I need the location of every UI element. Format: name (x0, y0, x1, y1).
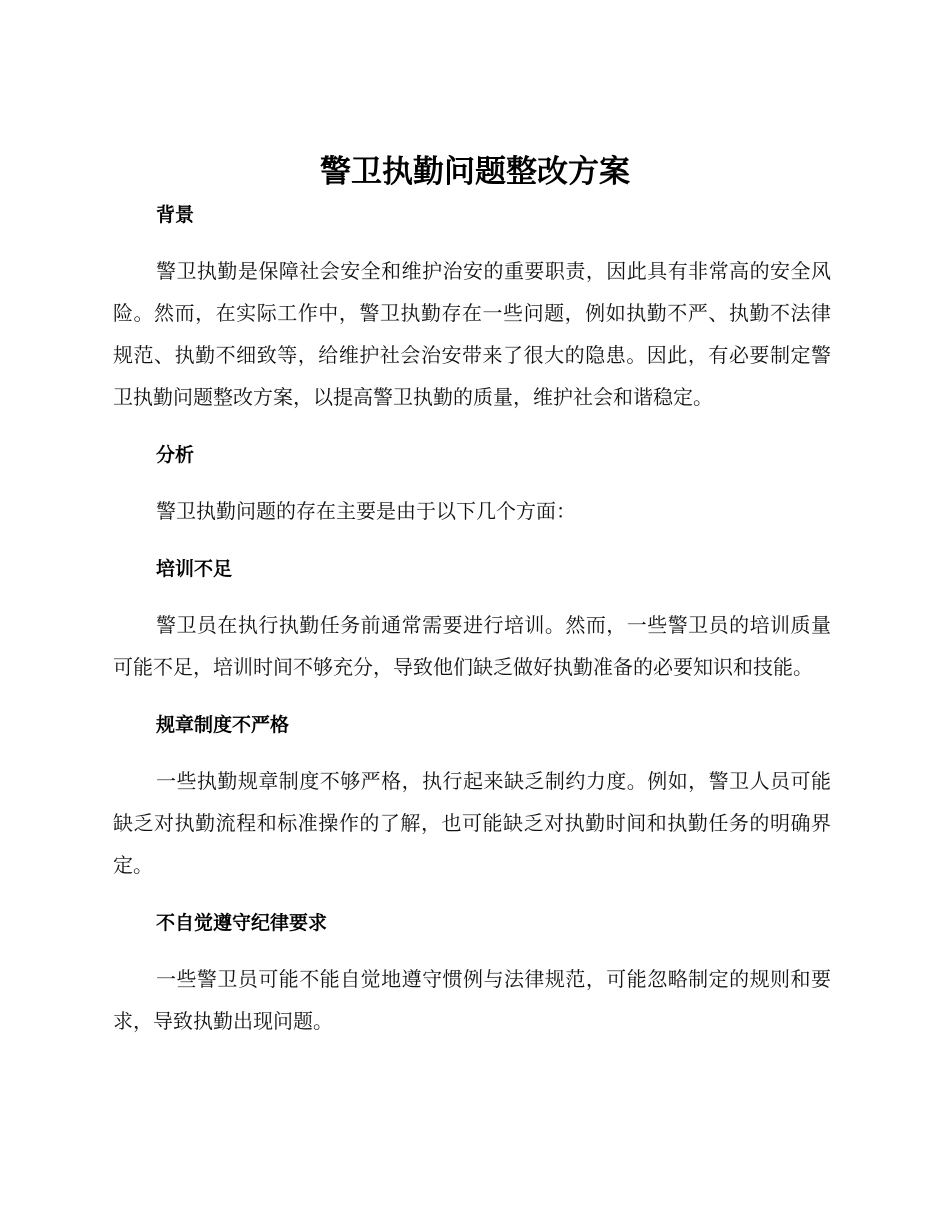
section-insufficient-training (113, 554, 831, 688)
section-heading: 规章制度不严格 (156, 714, 290, 736)
section-heading: 背景 (156, 204, 195, 226)
document-title: 警卫执勤问题整改方案 (320, 154, 630, 190)
section-paragraph: 警卫员在执行执勤任务前通常需要进行培训。然而，一些警卫员的培训质量可能不足，培训时间不够充分，导致他们缺乏做好执勤准备的必要知识和技能。 (113, 613, 831, 679)
section-paragraph: 警卫执勤问题的存在主要是由于以下几个方面： (156, 499, 576, 523)
section-analysis (113, 440, 831, 532)
document-body (113, 200, 831, 1042)
section-paragraph: 一些执勤规章制度不够严格，执行起来缺乏制约力度。例如，警卫人员可能缺乏对执勤流程和标准操作的了解，也可能缺乏对执勤时间和执勤任务的明确界定。 (113, 769, 831, 877)
section-paragraph: 警卫执勤是保障社会安全和维护治安的重要职责，因此具有非常高的安全风险。然而，在实际工作中，警卫执勤存在一些问题，例如执勤不严、执勤不法律规范、执勤不细致等，给维护社会治安带来了很大的隐患。因此，有必要制定警卫执勤问题整改方案，以提高警卫执勤的质量，维护社会和谐稳定。 (113, 259, 831, 409)
section-heading: 分析 (156, 444, 195, 466)
section-discipline (113, 908, 831, 1042)
section-background (113, 200, 831, 418)
section-lax-regulations (113, 710, 831, 886)
section-heading: 不自觉遵守纪律要求 (156, 912, 328, 934)
section-paragraph: 一些警卫员可能不能自觉地遵守惯例与法律规范，可能忽略制定的规则和要求，导致执勤出现问题。 (113, 967, 831, 1033)
section-heading: 培训不足 (156, 558, 233, 580)
